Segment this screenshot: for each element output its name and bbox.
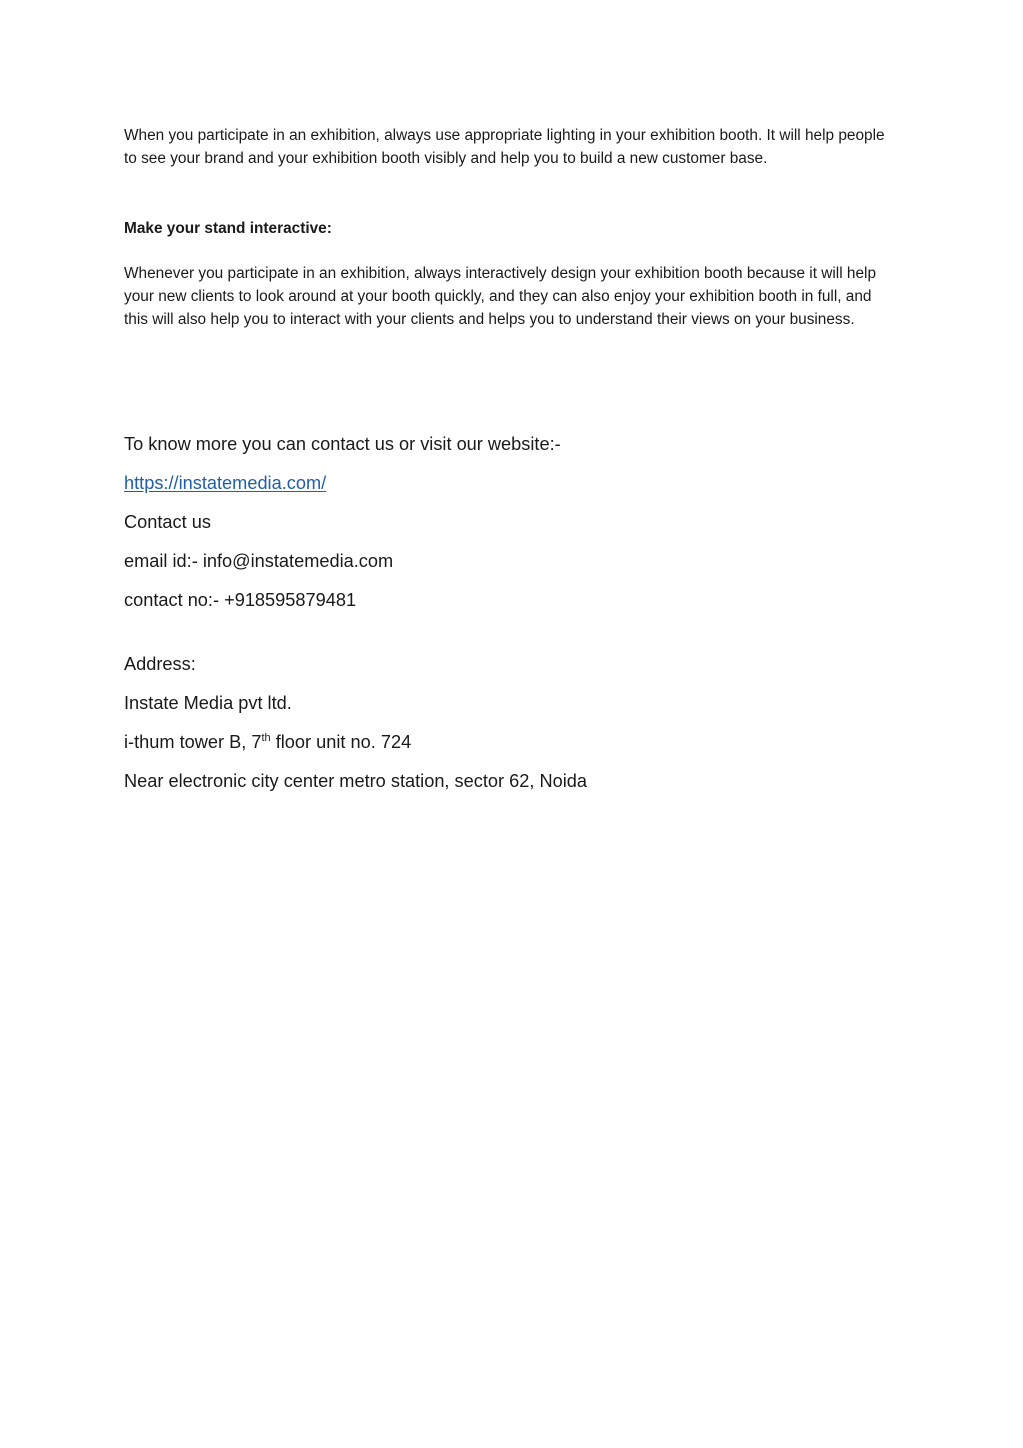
- tower-prefix: i-thum tower B, 7: [124, 732, 262, 752]
- address-tower-line: [124, 730, 411, 754]
- address-label: Address:: [124, 654, 196, 674]
- website-line: [124, 471, 326, 495]
- company-name: Instate Media pvt ltd.: [124, 693, 292, 713]
- website-link[interactable]: https://instatemedia.com/: [124, 473, 327, 493]
- section-heading-interactive: Make your stand interactive:: [124, 220, 332, 237]
- address-landmark-line: Near electronic city center metro station, sector 62, Noida: [124, 771, 587, 791]
- phone-line: contact no:- +918595879481: [124, 590, 357, 610]
- email-line: email id:- info@instatemedia.com: [124, 551, 394, 571]
- tower-suffix: floor unit no. 724: [270, 732, 412, 752]
- floor-ordinal-superscript: th: [261, 732, 271, 744]
- contact-intro: To know more you can contact us or visit our website:-: [124, 434, 561, 454]
- interactive-paragraph: Whenever you participate in an exhibition, always interactively design your exhibition booth because it will help your new clients to look around at your booth quickly, and they can also enjoy your exhibition booth in full, and this will also help you to interact with your clients and helps you to understand their views on your business.: [124, 265, 876, 328]
- contact-us-label: Contact us: [124, 512, 211, 532]
- lighting-paragraph: When you participate in an exhibition, always use appropriate lighting in your exhibition booth. It will help people to see your brand and your exhibition booth visibly and help you to build a new customer base.: [124, 127, 885, 167]
